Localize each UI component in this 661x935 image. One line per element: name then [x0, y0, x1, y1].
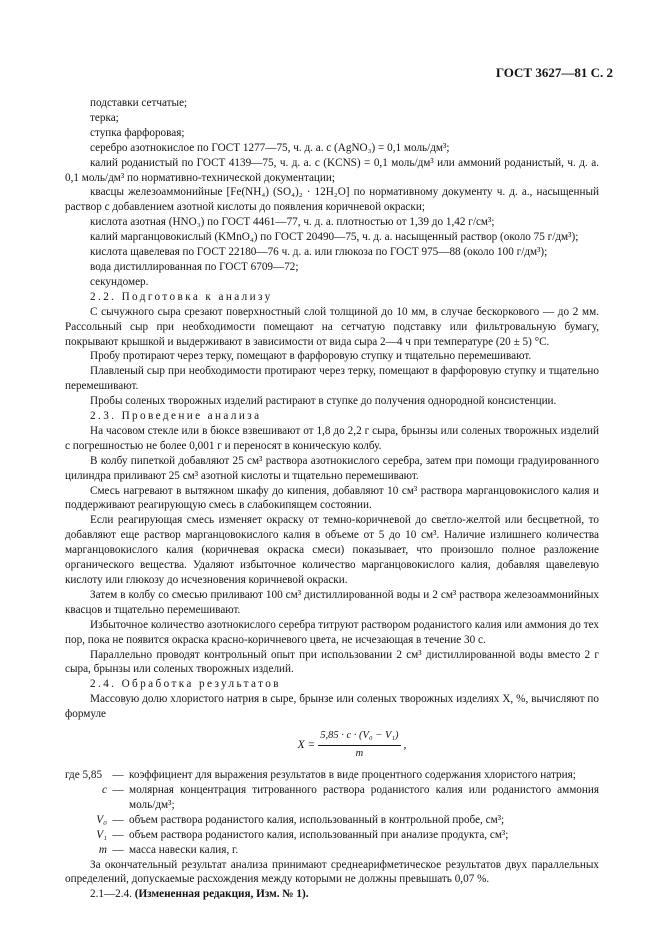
- formula-lhs: X =: [297, 738, 316, 751]
- list-item: калий марганцовокислый (KMnO₄) по ГОСТ 20490—75, ч. д. а. насыщенный раствор (около 75 г/дм³);: [90, 231, 579, 244]
- definition-symbol: [65, 768, 107, 783]
- list-item: калий роданистый по ГОСТ 4139—75, ч. д. а. с (KCNS) = 0,1 моль/дм³ или аммоний роданистый, ч. д. а. 0,1 моль/дм³ по нормативно-технической документации;: [65, 156, 599, 184]
- formula-tail: ,: [403, 738, 407, 751]
- definition-row: [65, 843, 599, 858]
- paragraph: За окончательный результат анализа принимают среднеарифметическое результатов двух параллельных определений, допускаемые расхождения между которыми не должны превышать 0,07 %.: [65, 858, 599, 886]
- definition-symbol: V₀: [96, 813, 107, 826]
- list-item: серебро азотнокислое по ГОСТ 1277—75, ч. д. а. с (AgNO₃) = 0,1 моль/дм³;: [90, 141, 450, 154]
- page-header: ГОСТ 3627—81 С. 2: [495, 65, 613, 80]
- definition-dash: —: [112, 783, 124, 796]
- list-item: кислота азотная (HNO₃) по ГОСТ 4461—77, ч. д. а. плотностью от 1,39 до 1,42 г/см³;: [90, 216, 495, 229]
- list-item: квасцы железоаммонийные [Fe(NH₄) (SO₄)₂ · 12H₂O] по нормативному документу ч. д. а., насыщенный раствор с добавлением азотной кислоты до появления коричневой окраски;: [65, 186, 599, 214]
- section-heading-2-4: 2.4. Обработка результатов: [90, 678, 281, 691]
- section-heading-2-2: 2.2. Подготовка к анализу: [90, 290, 273, 303]
- list-item: секундомер.: [90, 275, 149, 288]
- reagent-list: [65, 96, 599, 290]
- definition-dash: —: [112, 769, 124, 782]
- definition-row: [65, 783, 599, 813]
- document-body: [65, 96, 599, 902]
- definition-row: [65, 768, 599, 783]
- definition-symbol: m: [98, 843, 107, 856]
- list-item: терка;: [90, 111, 119, 124]
- paragraph: Плавленый сыр при необходимости протирают через терку, помещают в фарфоровую ступку и тщательно перемешивают.: [65, 365, 599, 393]
- edition-prefix: 2.1—2.4.: [90, 888, 135, 901]
- definition-text: объем раствора роданистого калия, использованный при анализе продукта, см³;: [129, 828, 509, 841]
- list-item: ступка фарфоровая;: [90, 126, 185, 139]
- formula: [105, 728, 599, 762]
- definition-row: [65, 813, 599, 828]
- where-word: где: [65, 769, 80, 782]
- paragraph: Пробы соленых творожных изделий растирают в ступке до получения однородной консистенции.: [90, 395, 557, 408]
- formula-denominator: m: [355, 747, 364, 759]
- paragraph: Смесь нагревают в вытяжном шкафу до кипения, добавляют 10 см³ раствора марганцовокислого калия и поддерживают реагирующую смесь в слабокипящем состоянии.: [65, 484, 599, 512]
- definition-text: масса навески калия, г.: [129, 843, 239, 856]
- paragraph: Избыточное количество азотнокислого серебра титруют раствором роданистого калия или аммония до тех пор, пока не появится окраска красно-коричневого цвета, не исчезающая в течение 30 с.: [65, 618, 599, 646]
- paragraph: Пробу протирают через терку, помещают в фарфоровую ступку и тщательно перемешивают.: [90, 350, 532, 363]
- symbol-definitions: [65, 768, 599, 857]
- edition-bold: (Измененная редакция, Изм. № 1).: [134, 888, 309, 901]
- definition-symbol: c: [102, 783, 107, 796]
- definition-dash: —: [112, 813, 124, 826]
- section-heading-2-3: 2.3. Проведение анализа: [90, 410, 262, 423]
- definition-row: [65, 828, 599, 843]
- paragraph: Если реагирующая смесь изменяет окраску от темно-коричневой до светло-желтой или бесцветной, то добавляют еще раствор марганцовокислого калия в объеме от 5 до 10 см³. Наличие излишнего количества марганцовокислого калия (коричневая окраска смеси) показывает, что произошло полное разложение органического вещества. Удаляют избыточное количество марганцовокислого калия, добавляя щавелевую кислоту или глюкозу до исчезновения коричневой окраски.: [65, 514, 599, 586]
- edition-note: [65, 887, 599, 902]
- paragraph: Затем в колбу со смесью приливают 100 см³ дистиллированной воды и 2 см³ раствора железоаммонийных квасцов и тщательно перемешивают.: [65, 588, 599, 616]
- definition-symbol-text: 5,85: [82, 769, 103, 782]
- formula-fraction: [318, 729, 400, 762]
- list-item: кислота щавелевая по ГОСТ 22180—76 ч. д. а. или глюкоза по ГОСТ 975—88 (около 100 г/дм³);: [90, 246, 548, 259]
- definition-text: объем раствора роданистого калия, использованный в контрольной пробе, см³;: [129, 813, 505, 826]
- paragraph: Параллельно проводят контрольный опыт при использовании 2 см³ дистиллированной воды вместо 2 г сыра, брынзы или соленых творожных изделий.: [65, 648, 599, 676]
- paragraph: Массовую долю хлористого натрия в сыре, брынзе или соленых творожных изделиях X, %, вычисляют по формуле: [65, 693, 599, 721]
- list-item: подставки сетчатые;: [90, 97, 188, 109]
- definition-dash: —: [112, 828, 124, 841]
- list-item: вода дистиллированная по ГОСТ 6709—72;: [90, 260, 299, 273]
- paragraph: С сычужного сыра срезают поверхностный слой толщиной до 10 мм, в случае бескоркового — до 2 мм. Рассольный сыр при необходимости помещают на сетчатую подставку или фильтровальную бумагу, покрывают крышкой и выдерживают в зависимости от вида сыра 2—4 ч при температуре (20 ± 5) °С.: [65, 305, 599, 348]
- paragraph: В колбу пипеткой добавляют 25 см³ раствора азотнокислого серебра, затем при помощи градуированного цилиндра приливают 25 см³ азотной кислоты и тщательно перемешивают.: [65, 454, 599, 482]
- paragraph: На часовом стекле или в бюксе взвешивают от 1,8 до 2,2 г сыра, брынзы или соленых творожных изделий с погрешностью не более 0,001 г и переносят в коническую колбу.: [65, 424, 599, 452]
- definition-text: коэффициент для выражения результатов в виде процентного содержания хлористого натрия;: [129, 769, 576, 782]
- definition-text: молярная концентрация титрованного раствора роданистого калия или роданистого аммония моль/дм³;: [129, 783, 599, 811]
- definition-symbol: V₁: [96, 828, 107, 841]
- formula-numerator: 5,85 · c · (V₀ − V₁): [318, 729, 400, 746]
- definition-dash: —: [112, 843, 124, 856]
